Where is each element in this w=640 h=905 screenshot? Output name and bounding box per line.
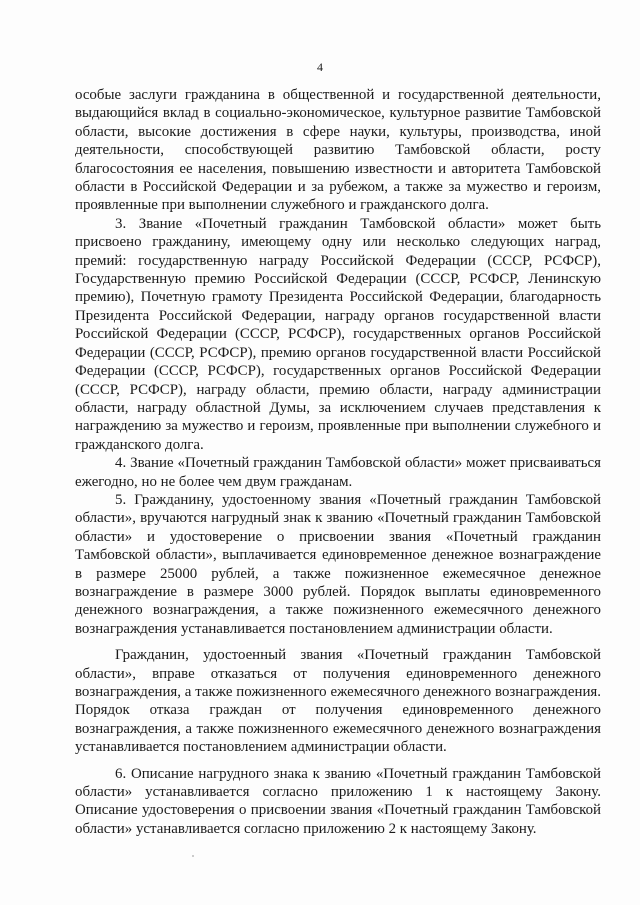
paragraph-item-3: 3. Звание «Почетный гражданин Тамбовской области» может быть присвоено гражданину, имеющему одну или несколько следующих наград, премий: государственную награду Российской Федерации (СССР, РСФСР), Государственную премию Российской Федерации (СССР, РСФСР, Ленинскую премию), Почетную грамоту Президента Российской Федерации, благодарность Президента Российской Федерации, награду органов государственной власти Российской Федерации (СССР, РСФСР), государственных органов Российской Федерации (СССР, РСФСР), премию органов государственной власти Российской Федерации (СССР, РСФСР), государственных органов Российской Федерации (СССР, РСФСР), награду области, премию области, награду администрации области, награду областной Думы, за исключением случаев представления к награждению за мужество и героизм, проявленные при выполнении служебного и гражданского долга.	[75, 215, 601, 453]
page-number: 4	[317, 60, 323, 74]
document-body	[75, 86, 601, 838]
paragraph-item-5-refusal: Гражданин, удостоенный звания «Почетный гражданин Тамбовской области», вправе отказаться от получения единовременного денежного вознаграждения, а также пожизненного ежемесячного денежного вознаграждения. Порядок отказа граждан от получения единовременного денежного вознаграждения, а также пожизненного ежемесячного денежного вознаграждения устанавливается постановлением администрации области.	[75, 647, 601, 756]
paragraph-item-5: 5. Гражданину, удостоенному звания «Почетный гражданин Тамбовской области», вручаются нагрудный знак к званию «Почетный гражданин Тамбовской области» и удостоверение о присвоении звания «Почетный гражданин Тамбовской области», выплачивается единовременное денежное вознаграждение в размере 25000 рублей, а также пожизненное ежемесячное денежное вознаграждение в размере 3000 рублей. Порядок выплаты единовременного денежного вознаграждения, а также пожизненного ежемесячного денежного вознаграждения устанавливается постановлением администрации области.	[75, 491, 601, 637]
paragraph-item-6: 6. Описание нагрудного знака к званию «Почетный гражданин Тамбовской области» устанавливается согласно приложению 1 к настоящему Закону. Описание удостоверения о присвоении звания «Почетный гражданин Тамбовской области» устанавливается согласно приложению 2 к настоящему Закону.	[75, 765, 601, 837]
paragraph-continuation: особые заслуги гражданина в общественной и государственной деятельности, выдающийся вклад в социально-экономическое, культурное развитие Тамбовской области, высокие достижения в сфере науки, культуры, производства, иной деятельности, способствующей развитию Тамбовской области, росту благосостояния ее населения, повышению известности и авторитета Тамбовской области в Российской Федерации и за рубежом, а также за мужество и героизм, проявленные при выполнении служебного и гражданского долга.	[75, 87, 601, 214]
paragraph-item-4: 4. Звание «Почетный гражданин Тамбовской области» может присваиваться ежегодно, но не более чем двум гражданам.	[75, 455, 601, 490]
scan-speck	[192, 855, 194, 857]
